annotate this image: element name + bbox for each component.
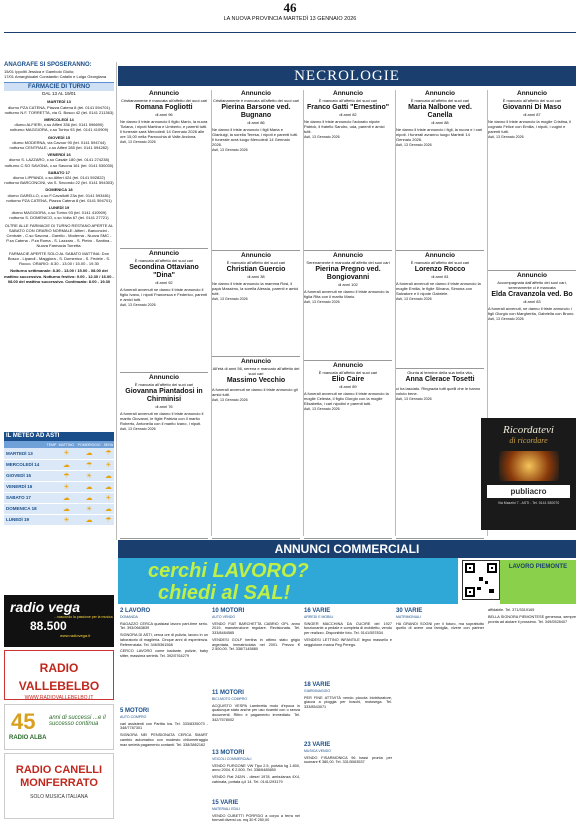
classified-ad: VENDO Fiat 242/N - diesel 1978, ambulanza 4X4, cabinata, portata q.li 14. Tel. 0141/293179 [212, 775, 300, 784]
weather-row [4, 481, 114, 492]
classified-ad: SIGNORA NEI PENSIONATA CERCA SMART cambio automatico con modesto chilometraggio max serietà pagamento contanti. Tel. 338/3862162 [120, 733, 208, 747]
death-notice-body: Ne danno il triste annuncio il figlio Mario, la nuora Tiziana, i nipoti Martina e Umberto, e parenti tutti. Il funerale sarà Mercoledì 14 Gennaio 2026 alle ore 15,00 nella Parrocchia di Valle Andona. [120, 119, 208, 139]
radio-canelli-ad [4, 753, 114, 819]
death-notice [488, 272, 576, 418]
death-notice-heading: Annuncio [149, 90, 179, 97]
death-notice-name: Lorenzo Rocco [414, 266, 466, 273]
death-notice-body: ci ha lasciato. Ringrazia tutti quelli che le hanno voluto bene. [396, 386, 481, 396]
pharmacy-day: VENERDÌ 16 [47, 152, 71, 158]
death-notice-intro: È mancato all'affetto dei suoi cari [318, 98, 378, 103]
anagrafe-line: 17/01 Amarghioalei Constantin Catalin e Luigo Georgiana [4, 74, 107, 80]
weather-icon: ☀ [57, 514, 75, 525]
weather-icon: ☀ [57, 481, 75, 492]
death-notice-date: Asti, 13 Gennaio 2026 [212, 297, 248, 301]
chiedi-text: chiedi al SAL! [158, 582, 291, 604]
death-notice-name: Pierina Pregno ved. Bongiovanni [315, 266, 381, 281]
weather-icon [46, 492, 58, 503]
pharmacy-day: GIOVEDÌ 15 [47, 134, 71, 140]
weather-column-header [4, 441, 46, 448]
weather-icon: ☁ [103, 470, 114, 481]
classified-ad: PER FINE ATTIVITÀ vendo piccola biotrituratore, giacca a pioggia per boschi, motosega. Tel. 333/8543071 [304, 695, 392, 710]
weather-table [4, 441, 114, 526]
classified-heading: 10 MOTORI [212, 608, 245, 614]
pharmacy-entry [4, 187, 114, 203]
radio-alba-logo: RADIO ALBA [9, 735, 47, 741]
death-notice-name: Secondina Ottaviano "Dina" [129, 264, 199, 279]
death-notice [304, 252, 392, 360]
classified-subheading: MUSICA VENDO [304, 749, 331, 753]
weather-day: DOMENICA 18 [4, 503, 46, 514]
death-notice-date: Asti, 13 Gennaio 2026 [120, 303, 156, 307]
pharmacy-line: diurno LIPPANDI, c.so Alfieri 424 (tel. 0141 592822) [13, 175, 105, 181]
classified-ad: VENDO FISARMONICA 96 bassi pronta per suonare € 380,00. Tel. 331/5063537 [304, 755, 392, 765]
ricordatevi-title: Ricordatevi [503, 424, 554, 436]
death-notice-heading: Annuncio [333, 252, 363, 259]
death-notice-date: Asti, 13 Gennaio 2026 [120, 427, 156, 431]
pharmacy-line: notturno S. DOMENICO, c.so Volta 67 (tel. 0141 27721) [9, 215, 109, 221]
death-notice-body: Ne danno il triste annuncio la mamma Rosi, il papà Massimo, la sorella Alessia, parenti e amici tutti. [212, 281, 299, 296]
death-notice-age: di anni 102 [338, 282, 358, 287]
classified-heading: 5 MOTORI [120, 708, 149, 714]
vallebelbo-logo: RADIO VALLEBELBO [18, 661, 100, 693]
pharmacy-day: DOMENICA 18 [45, 187, 73, 193]
weather-icon: ☁ [76, 492, 103, 503]
classified-subheading: MATRIMONIALI [396, 615, 422, 619]
death-notice-age: di anni 89 [339, 384, 357, 389]
weather-icon: ☀ [57, 448, 75, 459]
death-notice-age: di anni 88 [431, 120, 449, 125]
death-notice-body: Ne danno il triste annuncio i figli Maria e Gianluigi, la sorella Teresa, i nipoti e parenti tutti. Il funerale avrà luogo Mercoledì 14 Gennaio 2026. [212, 127, 298, 147]
radio-canelli-logo: RADIO CANELLI MONFERRATO [15, 764, 103, 789]
death-notice-age: di anni 82 [339, 112, 357, 117]
pharmacy-extra: FARMACIE APERTE SOLO AL SABATO MATTINA: Don Bosco - Lipandi - Maggiora - S. Domenico - S. Fedele - S. Rocco. ORARIO: 8.30 - 13.00 / 15.00 - 19.30 [7, 250, 111, 267]
pharmacy-line: diurno MODERNA, via Cavour 90 (tel. 0141 594744) [12, 139, 106, 145]
classified-ad: cari assistenti con Partita Iva. Tel. 333/8335073 - 348/7787301 [120, 721, 208, 731]
death-notice-name: Giovanna Piantadosi in Chirminisi [125, 388, 203, 403]
death-notice-date: Asti, 13 Gennaio 2026 [212, 398, 248, 402]
cerchi-lavoro-banner [118, 558, 458, 604]
publiacro-address: Via Mazzini 7 - ASTI - Tel. 0141 530070 [497, 501, 560, 505]
death-notice-name: Massimo Vecchio [226, 377, 286, 384]
pharmacy-day: LUNEDÌ 19 [48, 205, 70, 211]
death-notice-intro: Cristianamente è mancata all'affetto dei suoi cari [212, 98, 300, 103]
weather-icon: ☂ [76, 459, 103, 470]
weather-column-header: SERA [103, 442, 114, 447]
death-notice-body: Ne danno il triste annuncio l'adorato nipote Patrick, il fratello Sandro, uda, parenti e amici tutti. [304, 119, 385, 134]
death-notice-heading: Annuncio [333, 362, 363, 369]
death-notice-date: Asti, 13 Gennaio 2026 [488, 317, 524, 321]
ricordatevi-ad [481, 418, 576, 530]
weather-icon: ☁ [76, 448, 103, 459]
death-notice-date: Asti, 13 Gennaio 2026 [488, 135, 524, 139]
radio-alba-slogan: anni di successi ...e il successo continua [49, 715, 106, 727]
pharmacy-entry [4, 152, 114, 168]
radio-vega-logo: radio vega [10, 599, 81, 615]
classified-section [304, 742, 392, 820]
weather-row [4, 448, 114, 459]
death-notice [212, 90, 300, 250]
death-notice-heading: Annuncio [149, 250, 179, 257]
classified-ad: VENDESI LETTINO INFANTILE legno massello e seggiolone marca Peg Perego. [304, 637, 392, 647]
pharmacy-line: notturno N.F. TORRETTA, via G. Bosco 42 (tel. 0141 211363) [4, 109, 114, 115]
pharmacy-line: diurno ALFIERI, c.so Alfieri 336 (tel. 0141 596690) [14, 122, 104, 128]
pharmacy-line: diurno GARELLO, c.so F.Cavallotti 23a (tel. 0141 593481) [7, 192, 111, 198]
radio-alba-ad [4, 704, 114, 750]
classified-heading: 11 MOTORI [212, 690, 244, 696]
weather-icon: ☁ [103, 481, 114, 492]
pharmacy-line: notturno MAGGIORA, c.so Torino 93 (tel. 0141 410909) [9, 127, 109, 133]
weather-row [4, 470, 114, 481]
death-notice-heading: Annuncio [149, 374, 179, 381]
death-notice [120, 374, 208, 538]
death-notice-name: Franco Gatti "Ernestino" [306, 104, 390, 111]
death-notice [396, 90, 484, 250]
death-notice-date: Asti, 13 Gennaio 2026 [212, 148, 248, 152]
death-notice-heading: Annuncio [517, 90, 547, 97]
pharmacy-line: notturno CENTRALE, c.so Alfieri 285 (tel. 0141 594282) [9, 145, 109, 151]
death-notice-date: Asti, 13 Gennaio 2026 [304, 407, 340, 411]
death-notice-date: Asti, 13 Gennaio 2026 [120, 140, 156, 144]
weather-icon [46, 459, 58, 470]
death-notice-name: Giovanni Di Maso [502, 104, 562, 111]
weather-row [4, 459, 114, 470]
classified-ad: VENDO FIAT BARCHETTA CABRIO GPL anno 2019, manutenzione regolare. Revisionata. Tel. 333/8484565 [212, 621, 300, 636]
weather-day: SABATO 17 [4, 492, 46, 503]
death-notice [212, 358, 300, 538]
cerchi-text: cerchi LAVORO? [148, 560, 309, 582]
death-notice-intro: È mancato all'affetto dei suoi cari [226, 260, 286, 265]
death-notice-age: di anni 38 [247, 274, 265, 279]
page-header [0, 0, 580, 30]
weather-row [4, 514, 114, 525]
death-notice-intro: È mancata all'affetto dei suoi cari [134, 382, 194, 387]
weather-title: IL METEO AD ASTI [4, 432, 114, 441]
pharmacy-line: notturno BARCONCINI, via S. Secondo 22 (tel. 0141 594303) [4, 180, 114, 186]
classified-heading: 18 VARIE [304, 682, 331, 688]
death-notice-name: Pierina Barsone ved. Bugnano [221, 104, 291, 119]
pharmacy-extra: OLTRE ALLE FARMACIE DI TURNO RESTANO APERTE AL SABATO CON ORARIO NORMALE: Alfieri - Barconcini - Centrale - C.so Savona - Garello - Moderna - Nuova SMC - P.za Catena - P.za Roma - S. Lazzaro - S. Pietro - Santina - Nuova Farmacia Torretta. [4, 222, 114, 249]
classified-subheading: DOMANDA [120, 615, 138, 619]
weather-icon: ☀ [76, 470, 103, 481]
annunci-title: ANNUNCI COMMERCIALI [118, 540, 576, 558]
pharmacy-line: notturno PZA CATENA, Piazza Catena 8 (tel. 0141 594701) [6, 197, 112, 203]
death-notice-body: Ne danno il triste annuncio la moglie Cristina, il cognato Felice con Emilia, i nipoti, i cugini e parenti tutti. [488, 119, 572, 134]
death-notice-intro: Cristianamente è mancata all'affetto dei suoi cari [120, 98, 208, 103]
classified-section [120, 708, 208, 818]
classified-section [212, 690, 300, 750]
weather-column-header: POMERIGGIO [76, 441, 103, 448]
death-notice-age: di anni 96 [155, 112, 173, 117]
pharmacy-line: diurno S. LAZZARO, c.so Casale 180 (tel. 0141 274238) [8, 157, 110, 163]
death-notice-name: Anna Clerace Tosetti [405, 376, 475, 383]
classified-heading: 30 VARIE [396, 608, 423, 614]
radio-vega-slogan: ...nascondo la passione per la musica [54, 615, 113, 619]
pharmacy-entry [4, 205, 114, 221]
weather-row [4, 503, 114, 514]
weather-icon: ☁ [57, 503, 75, 514]
death-notice-age: di anni 87 [523, 112, 541, 117]
anagrafe-line: 15/01 Ippoliti Jessica e Gambolo Giulio; [4, 69, 75, 74]
death-notice-body: A funerali avvenuti ne danno il triste annuncio il marito Giovanni, le figlie Patrizia con il marito Roberto, Antonella con il marito Ivano, i nipoti. [120, 411, 204, 426]
weather-icon: ☀ [103, 459, 114, 470]
classified-ad: HA GRANDI SOGNI per il futuro, ma soprattutto quello di avere una famiglia, vivere con partner affidabile. Tel. 371/3319165 [396, 608, 535, 631]
classified-subheading: AUTO COMPRO [120, 715, 147, 719]
classified-ad: BELLA SIGNORA PIEMONTESE generosa, sempre pronta ad aiutare il prossimo. Tel. 349/0528407 [488, 614, 576, 624]
death-notice [212, 252, 300, 356]
pharmacy-day: SABATO 17 [47, 169, 71, 175]
pharmacy-title: FARMACIE DI TURNO [4, 83, 114, 91]
weather-icon: ☂ [103, 448, 114, 459]
death-notice-heading: Annuncio [241, 358, 271, 365]
death-notice-body: Ne danno il triste annuncio i figli, la nuora e i cari nipoti. I funerali avranno luogo Martedì 14 Gennaio 2026. [396, 127, 483, 142]
weather-icon: ☁ [76, 514, 103, 525]
left-column [4, 62, 114, 284]
death-notice-date: Asti, 13 Gennaio 2026 [396, 297, 432, 301]
pharmacy-entry [4, 170, 114, 186]
weather-column-header: TEMP [46, 442, 57, 447]
weather-icon [46, 514, 58, 525]
weather-icon: ☂ [103, 514, 114, 525]
classified-section [212, 800, 300, 823]
pharmacy-dates: DAL 13 AL 19/01 [42, 91, 76, 97]
death-notice-heading: Annuncio [241, 90, 271, 97]
weather-icon: ☂ [57, 470, 75, 481]
death-notice-age: di anni 86 [247, 120, 265, 125]
death-notice-intro: Serenamente è mancata all'affetto dei suoi cari [306, 260, 390, 265]
classified-subheading: VEICOLI COMMERCIALI [212, 757, 252, 761]
death-notice-intro: È mancato all'affetto dei suoi cari [410, 260, 470, 265]
classified-ad: SIGNORA DI ASTI, cerca ore di pulizia, lavoro in un laboratorio di maglieria. Cinque anni di esperienza. Referenziata. Tel. 346/5361568 [120, 633, 208, 647]
death-notice-body: A funerali avvenuti ne danno il triste annuncio la figlia Rita con il marito Mario. [304, 289, 389, 299]
page-number: 46 [283, 0, 297, 15]
death-notice-body: A funerali avvenuti ne danno il triste annuncio la moglie Celesta, il figlio Giorgio con la moglie Elisabetta, i cari nipotini e parenti tutti. [304, 391, 389, 406]
death-notice-date: Asti, 13 Gennaio 2026 [304, 300, 340, 304]
classified-section [396, 608, 576, 823]
classified-subheading: ARREDI E MOBILI [304, 615, 334, 619]
classified-heading: 2 LAVORO [120, 608, 151, 614]
classified-subheading: AUTO VENDO [212, 615, 236, 619]
death-notice [304, 362, 392, 538]
death-notice [304, 90, 392, 250]
qr-code [462, 560, 500, 600]
radio-vega-site: www.radiovega.it [60, 633, 91, 638]
pharmacy-entry [4, 117, 114, 133]
weather-icon [46, 470, 58, 481]
radio-vega-ad [4, 595, 114, 647]
classified-section [304, 682, 392, 742]
anagrafe-title: ANAGRAFE SI SPOSERANNO: [4, 62, 92, 68]
death-notice [120, 250, 208, 372]
classified-ad: VENDESI GOLF berlina in ottimo stato grigio argentata, immatricolata nel 2001. Prezzo € 2.500,00. Tel. 338/7145880 [212, 637, 300, 652]
death-notice [488, 90, 576, 270]
classified-ad: VENDO CUBETTI PORFIDO a corpo a terra nei formati diversi ca. mq 30 € 250,00 [212, 813, 300, 823]
weather-icon: ☁ [57, 459, 75, 470]
classified-subheading: BICI-MOTO COMPRO [212, 697, 248, 701]
classified-ad: VENDO FURGONE VW Tipo 2.5, portata kg 1.800, anno 2004. € 2.500. Tel. 338/6485650 [212, 763, 300, 773]
radio-alba-years: 45 [11, 709, 36, 734]
death-notice-age: di anni 92 [155, 280, 173, 285]
radio-vega-frequency: 88.500 [30, 619, 67, 633]
weather-icon: ☁ [103, 503, 114, 514]
classified-heading: 13 MOTORI [212, 750, 245, 756]
header-line: LA NUOVA PROVINCIA MARTEDÌ 13 GENNAIO 2026 [223, 16, 357, 22]
death-notice-body: A funerali avvenuti ne danno il triste annuncio il figlio Ivano, i nipoti Francesca e Federico, parenti e amici tutti. [120, 287, 208, 302]
pharmacy-box [4, 82, 114, 284]
classified-section [304, 608, 392, 682]
weather-icon: ☀ [103, 492, 114, 503]
death-notice-name: Maria Nalbone ved. Canella [408, 104, 472, 119]
pharmacy-extra: Notturno settimanale: 8.30 - 13.00 / 15.00 - 08.00 del mattino successivo. Notturno festivo: 9.00 - 12.30 / 16.00 - 08.00 del mattino successivo. Continuato: 8.00 - 19.30 [4, 268, 114, 284]
death-notice-heading: Annuncio [517, 272, 547, 279]
weather-day: VENERDÌ 16 [4, 481, 46, 492]
weather-day: LUNEDÌ 19 [4, 514, 46, 525]
death-notice-name: Elio Caire [331, 376, 365, 383]
classified-section [212, 750, 300, 800]
candle-image [499, 451, 559, 481]
death-notice-age: di anni 81 [431, 274, 449, 279]
death-notice-name: Romana Fogliotti [135, 104, 193, 111]
death-notice-intro: È mancata all'affetto dei suoi cari [134, 258, 194, 263]
death-notice-name: Elda Cravanzola ved. Bo [491, 291, 573, 298]
pharmacy-line: diurno MAGGIORA, c.so Torino 93 (tel. 0141 410909) [11, 210, 107, 216]
death-notice-intro: Giunta al termine della sua bella vita, [407, 370, 473, 375]
necrologie-title: NECROLOGIE [118, 66, 576, 86]
weather-icon: ☁ [76, 481, 103, 492]
death-notice-intro: È mancata all'affetto dei suoi cari [410, 98, 470, 103]
classified-section [212, 608, 300, 690]
ricordatevi-sub: di ricordare [509, 436, 548, 445]
classified-subheading: MATERIALI EDILI [212, 807, 240, 811]
death-notice-intro: All'età di anni 56, serena e mancato all'affetto dei suoi cari [212, 366, 300, 376]
weather-column-header: MATTINO [58, 442, 75, 447]
death-notice-heading: Annuncio [333, 90, 363, 97]
weather-icon [46, 448, 58, 459]
classified-ad: RAGAZZO CERCA qualsiasi lavoro part-time serio. Tel. 393/0663839 [120, 621, 208, 631]
classified-heading: 23 VARIE [304, 742, 331, 748]
death-notice-intro: Accompagnata dall'affetto dei suoi cari, serenamente ci è mancata [497, 280, 567, 290]
death-notice-age: di anni 83 [523, 299, 541, 304]
weather-icon [46, 481, 58, 492]
death-notice [120, 90, 208, 248]
publiacro-logo: publiacro [487, 485, 570, 498]
lavoro-piemonte-logo: LAVORO PIEMONTE [500, 560, 576, 604]
classified-heading: 15 VARIE [212, 800, 239, 806]
classified-ad: CERCO LAVORO come badante, pulizie, baby sitter, massima serietà. Tel. 392/0764279 [120, 649, 208, 659]
death-notice-heading: Annuncio [241, 252, 271, 259]
death-notice-date: Asti, 13 Gennaio 2026 [396, 397, 432, 401]
death-notice [396, 370, 484, 538]
death-notice-date: Asti, 13 Gennaio 2026 [304, 135, 340, 139]
pharmacy-day: MARTEDÌ 13 [47, 99, 71, 105]
weather-icon: ☁ [57, 492, 75, 503]
pharmacy-entry [4, 99, 114, 115]
weather-day: MARTEDÌ 13 [4, 448, 46, 459]
death-notice-heading: Annuncio [425, 252, 455, 259]
classified-heading: 16 VARIE [304, 608, 331, 614]
death-notice [396, 252, 484, 368]
pharmacy-line: notturno C.SO SAVONA, c.so Savona 161 (tel. 0141 530030) [4, 162, 114, 168]
death-notice-heading: Annuncio [425, 90, 455, 97]
death-notice-name: Christian Guercio [226, 266, 286, 273]
weather-icon: ☀ [76, 503, 103, 514]
weather-day: GIOVEDÌ 15 [4, 470, 46, 481]
weather-icon [46, 503, 58, 514]
classified-ad: ACQUISTO VESPA Lambretta moto d'epoca in qualunque stato anche per uso ricambi con o senza documenti. Ritiro e pagamento immediato. Tel. 342/7578002 [212, 703, 300, 722]
pharmacy-entry [4, 135, 114, 151]
death-notice-body: A funerali avvenuti ne danno il triste annuncio la moglie Emilia, le figlie Silvana, Simona con Salvatore e il nipote Gabriele. [396, 281, 481, 296]
radio-vallebelbo-ad [4, 650, 114, 700]
classified-subheading: GIARDINAGGIO [304, 689, 331, 693]
death-notice-intro: È mancata all'affetto dei suoi cari [318, 370, 378, 375]
classified-ad: SINGER MACCHINA DA CUCIRE del 1927 funzionante a pedale e completa di mobiletto, vendo per realizzo. Disponibile foto. Tel. 0141/557834 [304, 621, 392, 636]
pharmacy-line: diurno PZA CATENA, Piazza Catena 8 (tel. 0141 594701) [8, 104, 110, 110]
death-notice-body: A funerali avvenuti ne danno il triste annuncio gli amici tutti. [212, 387, 298, 397]
weather-box [4, 432, 114, 526]
radio-canelli-slogan: SOLO MUSICA ITALIANA [30, 794, 88, 800]
death-notice-date: Asti, 13 Gennaio 2026 [396, 143, 432, 147]
death-notice-intro: È mancato all'affetto dei suoi cari [502, 98, 562, 103]
classified-section [120, 608, 208, 708]
weather-day: MERCOLEDÌ 14 [4, 459, 46, 470]
weather-row [4, 492, 114, 503]
death-notice-age: di anni 76 [155, 404, 173, 409]
death-notice-body: A funerali avvenuti, ne danno il triste annuncio i figli Giorgio con Margherita, Gabriella con Bruno. [488, 306, 575, 316]
pharmacy-day: MERCOLEDÌ 14 [44, 117, 74, 123]
vallebelbo-site: WWW.RADIOVALLEBELBO.IT [24, 695, 94, 701]
